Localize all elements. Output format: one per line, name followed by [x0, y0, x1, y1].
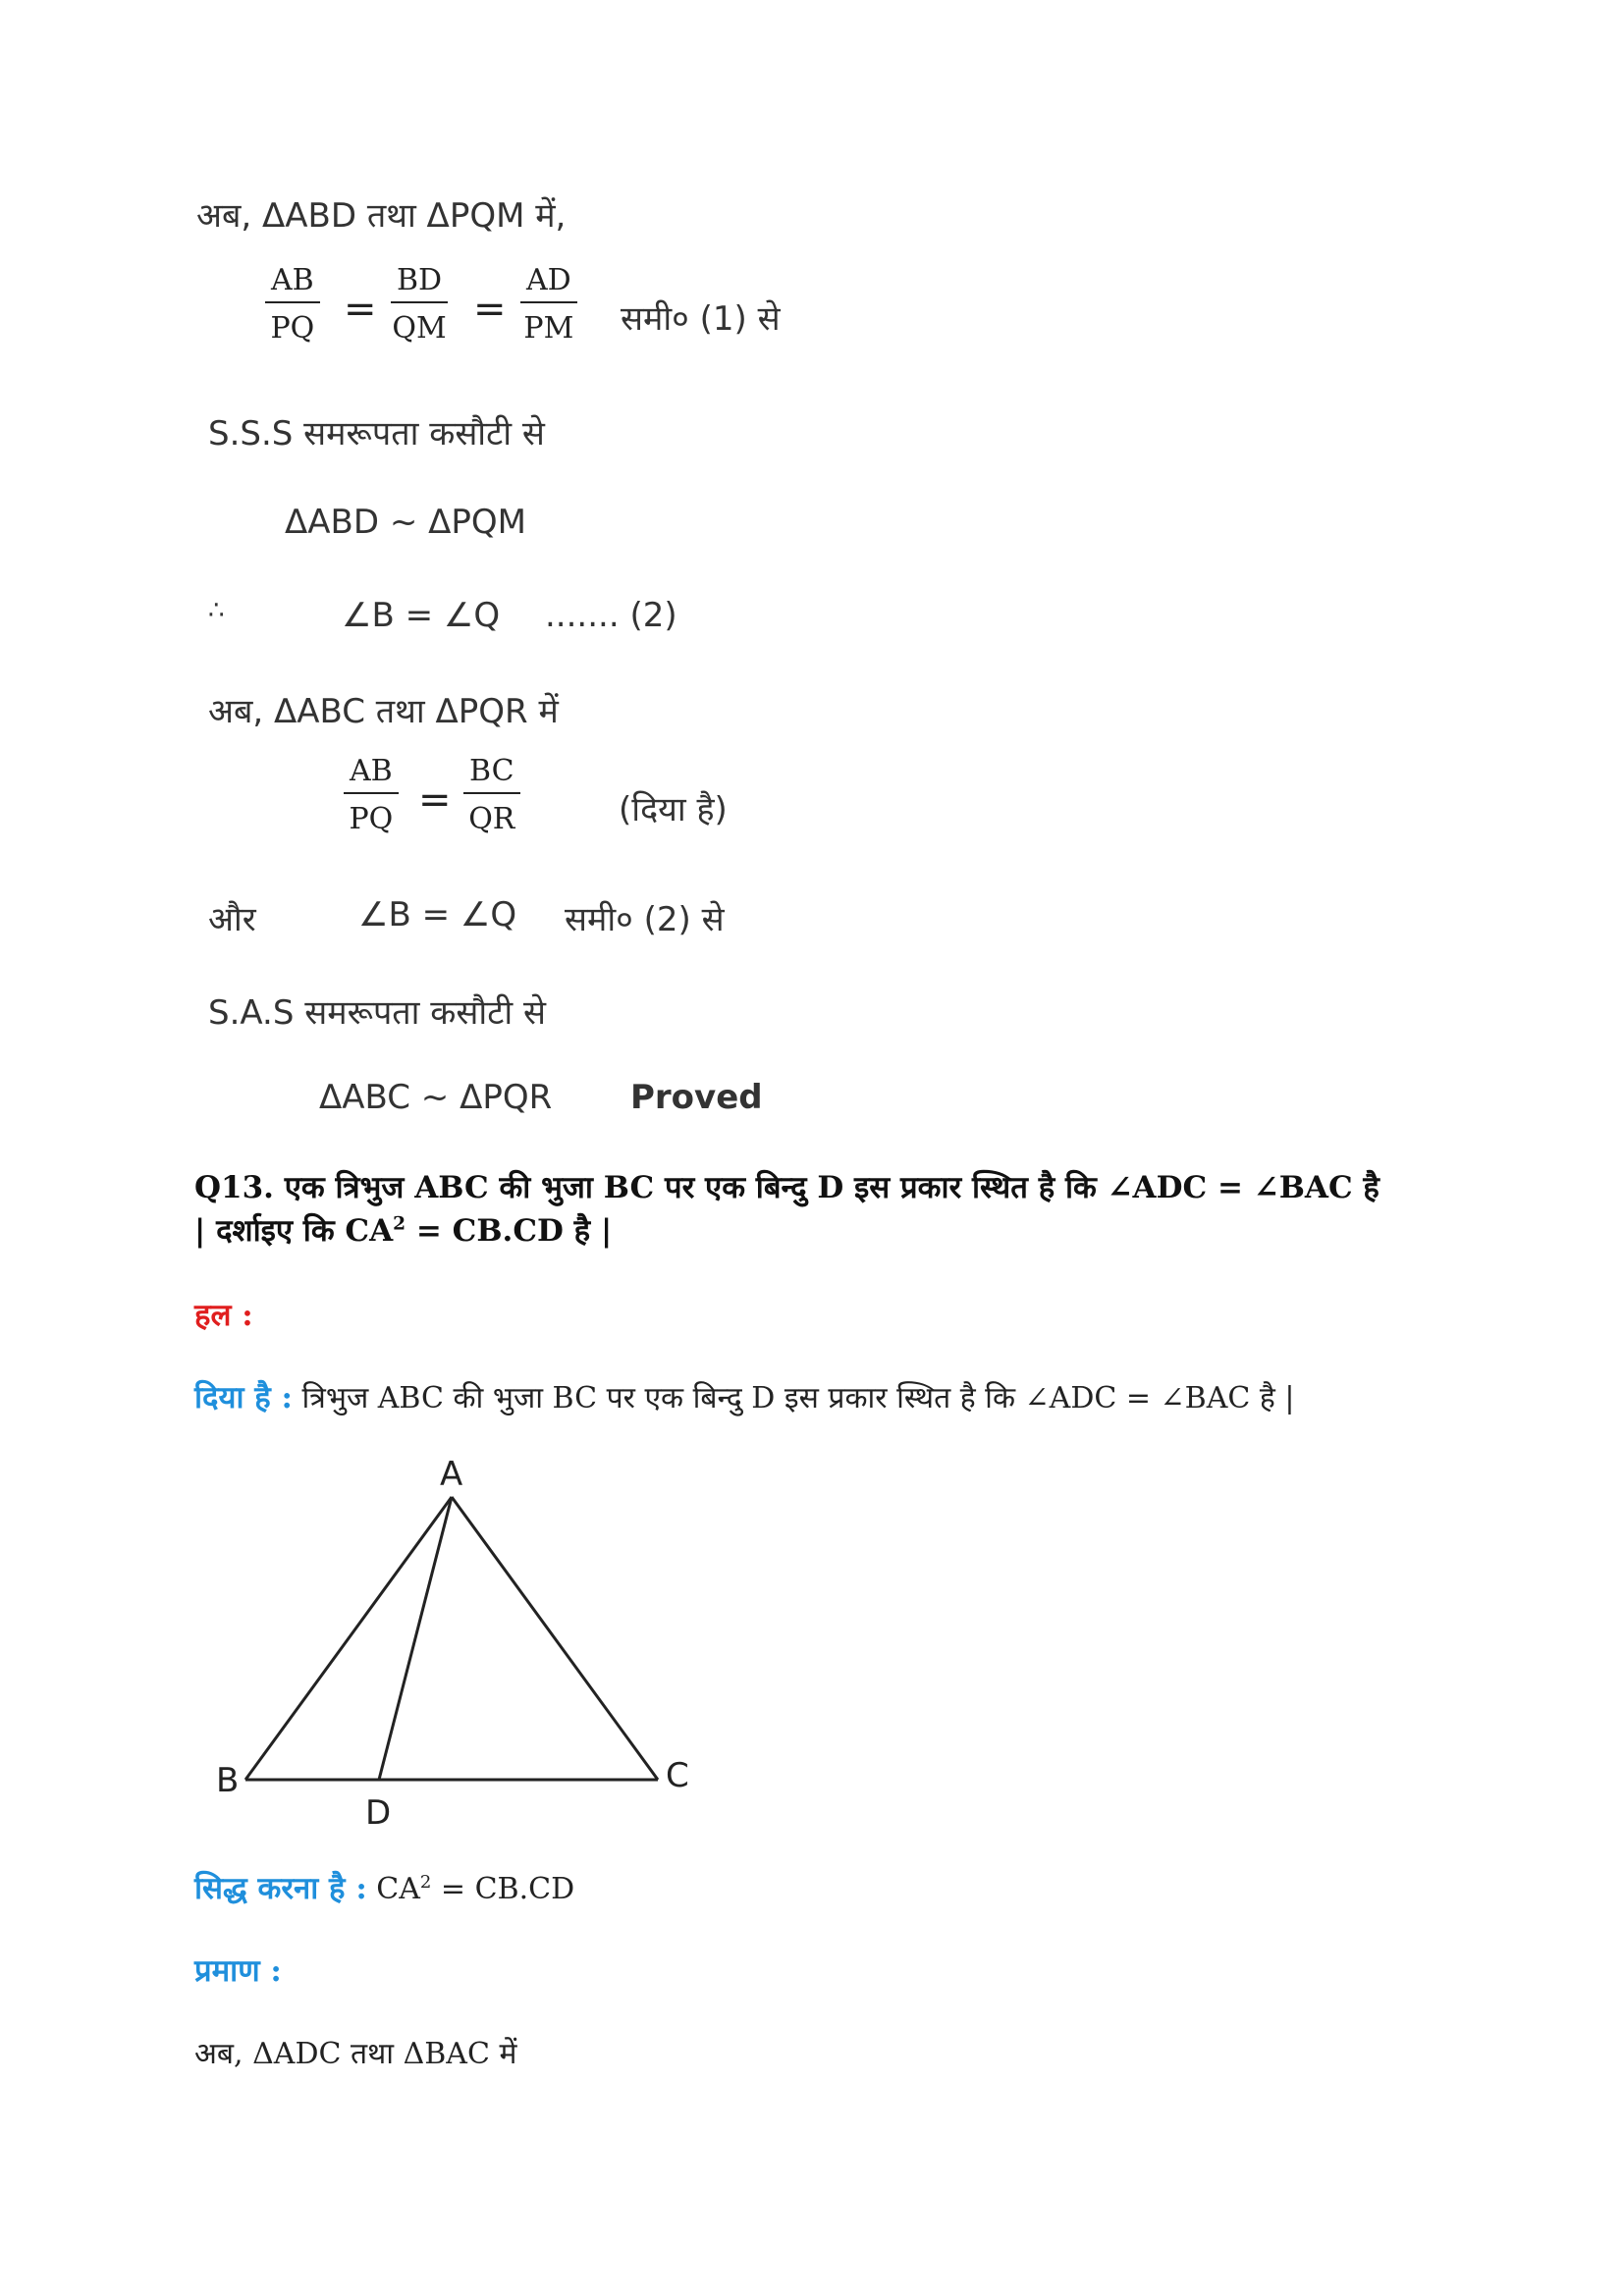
sas-criterion: S.A.S समरूपता कसौटी से — [208, 993, 546, 1033]
fraction-ad-pm — [520, 263, 577, 346]
similarity-abc-pqr: ΔABC ~ ΔPQR — [319, 1078, 553, 1117]
solution-heading: हल : — [194, 1298, 253, 1333]
equation-number-2: ....... (2) — [545, 596, 677, 635]
given-note: (दिया है) — [619, 790, 728, 829]
question-13-line-2 — [194, 1209, 612, 1251]
equation-reference-2: समी० (2) से — [565, 900, 725, 939]
to-prove-label: सिद्ध करना है : — [194, 1871, 367, 1906]
question-text-part: | दर्शाइए कि CA — [194, 1213, 394, 1249]
segment-ad — [379, 1497, 452, 1780]
to-prove-line — [194, 1867, 574, 1908]
fraction-denominator: QR — [468, 802, 515, 836]
fraction-numerator: AD — [520, 263, 577, 303]
question-text-part: = CB.CD है | — [406, 1213, 613, 1249]
given-text: त्रिभुज ABC की भुजा BC पर एक बिन्दु D इस प्रकार स्थित है कि ∠ADC = ∠BAC है | — [293, 1381, 1295, 1415]
vertex-label-c: C — [666, 1756, 689, 1795]
fraction-denominator: PM — [523, 311, 574, 346]
therefore-symbol: ∴ — [208, 596, 225, 625]
intro-line-abc-pqr: अब, ΔABC तथा ΔPQR में — [208, 692, 559, 731]
fraction-numerator: BC — [463, 754, 520, 794]
fraction-numerator: BD — [391, 263, 448, 303]
equals-sign: = — [344, 287, 377, 332]
fraction-ab-pq-2 — [344, 754, 399, 836]
vertex-label-b: B — [216, 1761, 240, 1800]
question-13-line-1: Q13. एक त्रिभुज ABC की भुजा BC पर एक बिन्दु D इस प्रकार स्थित है कि ∠ADC = ∠BAC है — [194, 1170, 1380, 1205]
similarity-abd-pqm: ΔABD ~ ΔPQM — [285, 503, 526, 542]
angle-b-equals-q-2: ∠B = ∠Q — [358, 895, 517, 934]
fraction-denominator: PQ — [349, 802, 394, 836]
to-prove-text: CA — [366, 1872, 420, 1906]
fraction-numerator: AB — [265, 263, 320, 303]
superscript: 2 — [393, 1213, 406, 1235]
and-word: और — [208, 900, 256, 939]
point-label-d: D — [365, 1793, 392, 1826]
to-prove-text: = CB.CD — [431, 1872, 575, 1906]
proved-label: Proved — [630, 1078, 763, 1117]
sss-criterion: S.S.S समरूपता कसौटी से — [208, 414, 545, 454]
intro-line-abd-pqm: अब, ΔABD तथा ΔPQM में, — [196, 196, 567, 236]
last-line-adc-bac: अब, ΔADC तथा ΔBAC में — [194, 2037, 517, 2071]
equals-sign: = — [418, 777, 452, 823]
angle-b-equals-q: ∠B = ∠Q — [342, 596, 501, 635]
side-ac — [452, 1497, 658, 1780]
side-ab — [245, 1497, 452, 1780]
fraction-bc-qr — [463, 754, 520, 836]
vertex-label-a: A — [440, 1455, 463, 1494]
superscript: 2 — [419, 1872, 432, 1893]
fraction-bd-qm — [391, 263, 448, 346]
proof-label: प्रमाण : — [194, 1953, 282, 1989]
triangle-abc-figure — [196, 1453, 746, 1826]
given-line — [194, 1376, 1294, 1417]
equals-sign: = — [473, 287, 507, 332]
fraction-ab-pq — [265, 263, 320, 346]
given-label: दिया है : — [194, 1380, 293, 1415]
fraction-denominator: PQ — [270, 311, 315, 346]
equation-reference-1: समी० (1) से — [621, 299, 781, 339]
fraction-denominator: QM — [392, 311, 447, 346]
fraction-numerator: AB — [344, 754, 399, 794]
